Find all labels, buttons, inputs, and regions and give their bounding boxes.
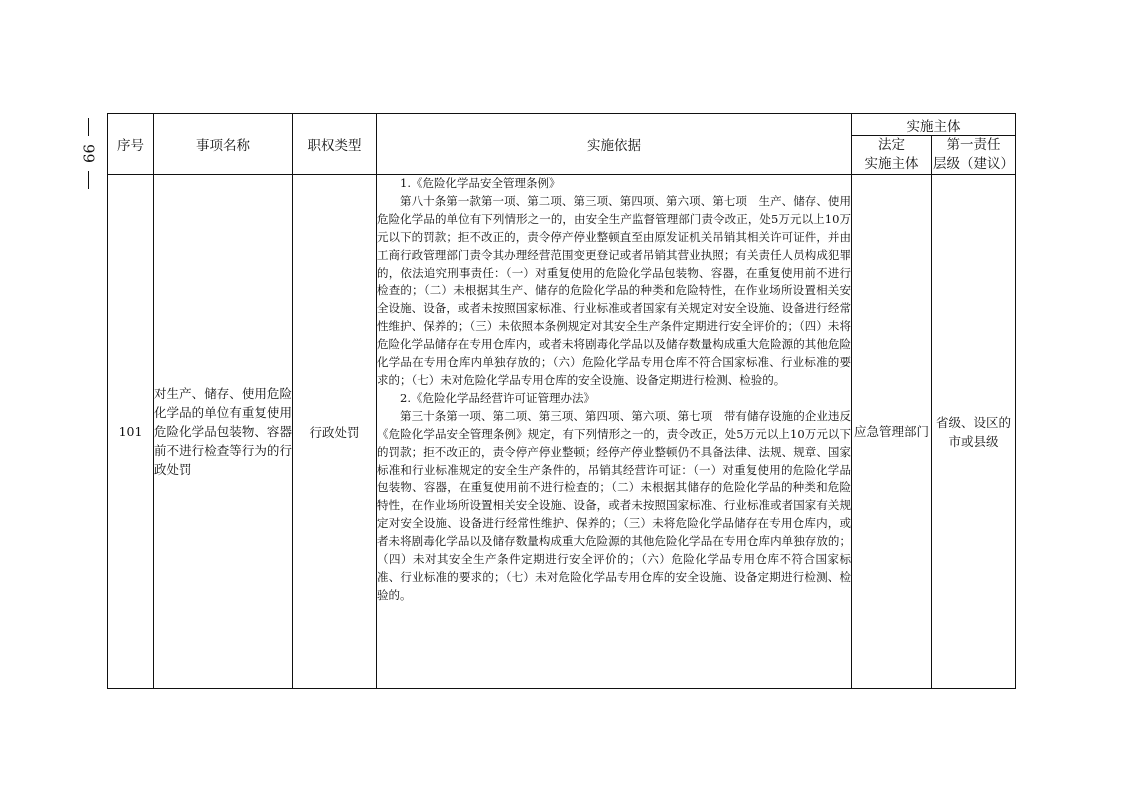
- header-level: [932, 136, 1016, 175]
- header-level-line2: 层级（建议）: [933, 156, 1014, 172]
- header-name: 事项名称: [154, 114, 293, 175]
- basis-law-1-text: 第八十条第一款第一项、第二项、第三项、第四项、第六项、第七项 生产、储存、使用危险化学品的单位有下列情形之一的，由安全生产监督管理部门责令改正，处5万元以上10万元以下的罚款；拒不改正的，责令停产停业整顿直至由原发证机关吊销其相关许可证件，并由工商行政管理部门责令其办理经营范围变更登记或者吊销其营业执照；有关责任人员构成犯罪的，依法追究刑事责任：（一）对重复使用的危险化学品包装物、容器，在重复使用前不进行检查的；（二）未根据其生产、储存的危险化学品的种类和危险特性，在作业场所设置相关安全设施、设备，或者未按照国家标准、行业标准或者国家有关规定对安全设施、设备进行经常性维护、保养的；（三）未依照本条例规定对其安全生产条件定期进行安全评价的；（四）未将危险化学品储存在专用仓库内，或者未将剧毒化学品以及储存数量构成重大危险源的其他危险化学品在专用仓库内单独存放的；（六）危险化学品专用仓库不符合国家标准、行业标准的要求的；（七）未对危险化学品专用仓库的安全设施、设备定期进行检测、检验的。: [377, 193, 851, 387]
- page-number-dash-bottom: [88, 171, 89, 189]
- page-number-text: 99: [79, 144, 98, 164]
- header-subject: 实施主体: [852, 114, 1016, 136]
- page-number: [74, 118, 102, 189]
- header-legal-subject: [852, 136, 932, 175]
- header-legal-line2: 实施主体: [864, 156, 919, 172]
- basis-law-1-title: 1.《危险化学品安全管理条例》: [400, 176, 561, 190]
- header-seq: 序号: [108, 114, 154, 175]
- power-list-table: [107, 113, 1016, 689]
- header-row-top: [108, 114, 1016, 136]
- row-seq: 101: [108, 175, 154, 689]
- row-type: 行政处罚: [293, 175, 377, 689]
- row-name: 对生产、储存、使用危险化学品的单位有重复使用危险化学品包装物、容器前不进行检查等行为的行政处罚: [154, 175, 293, 689]
- header-level-line1: 第一责任: [946, 137, 1001, 153]
- basis-law-2-text: 第三十条第一项、第二项、第三项、第四项、第六项、第七项 带有储存设施的企业违反《危险化学品安全管理条例》规定，有下列情形之一的，责令改正，处5万元以上10万元以下的罚款；拒不改正的，责令停产停业整顿；经停产停业整顿仍不具备法律、法规、规章、国家标准和行业标准规定的安全生产条件的，吊销其经营许可证：（一）对重复使用的危险化学品包装物、容器，在重复使用前不进行检查的；（二）未根据其储存的危险化学品的种类和危险特性，在作业场所设置相关安全设施、设备，或者未按照国家标准、行业标准或者国家有关规定对安全设施、设备进行经常性维护、保养的；（三）未将危险化学品储存在专用仓库内，或者未将剧毒化学品以及储存数量构成重大危险源的其他危险化学品在专用仓库内单独存放的；（四）未对其安全生产条件定期进行安全评价的；（六）危险化学品专用仓库不符合国家标准、行业标准的要求的；（七）未对危险化学品专用仓库的安全设施、设备定期进行检测、检验的。: [377, 408, 851, 602]
- table-row: [108, 175, 1016, 689]
- row-legal-subject: 应急管理部门: [852, 175, 932, 689]
- header-basis: 实施依据: [377, 114, 852, 175]
- row-basis: [377, 175, 852, 689]
- header-type: 职权类型: [293, 114, 377, 175]
- basis-law-2-title: 2.《危险化学品经营许可证管理办法》: [400, 390, 595, 405]
- row-level: 省级、设区的市或县级: [932, 175, 1016, 689]
- page-number-dash-top: [88, 118, 89, 136]
- header-legal-line1: 法定: [878, 137, 905, 153]
